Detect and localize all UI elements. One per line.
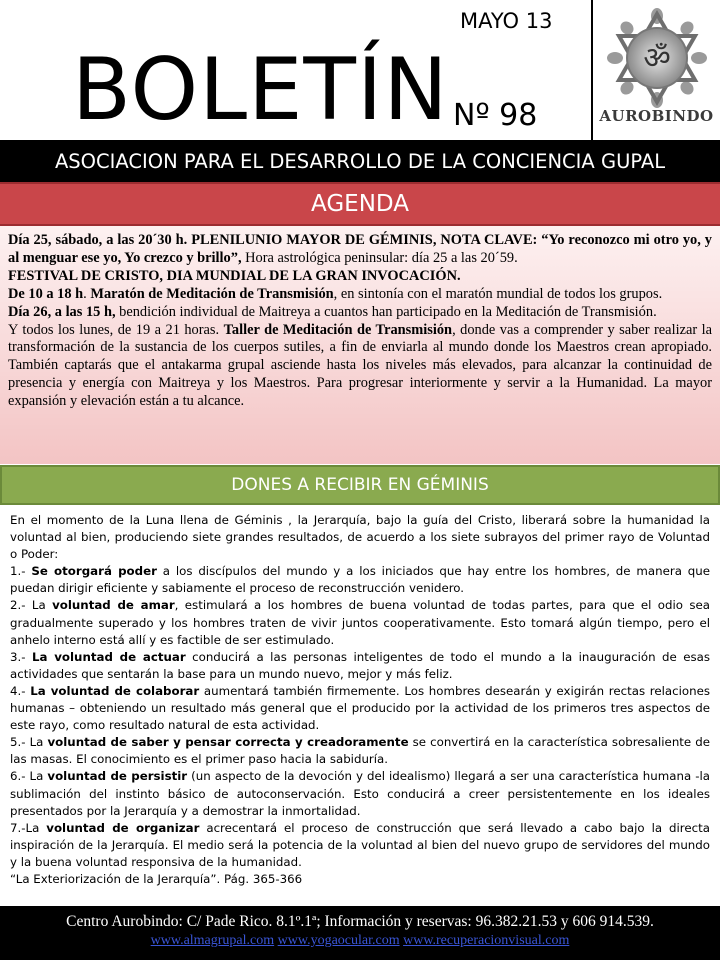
footer — [0, 906, 720, 960]
star-of-david-icon — [595, 6, 720, 110]
agenda-separator: . — [83, 285, 91, 302]
agenda-workshop-title: Taller de Meditación de Transmisión — [223, 321, 453, 338]
item-number: 3.- — [10, 649, 32, 664]
item-title: voluntad de persistir — [47, 769, 188, 784]
list-item — [10, 683, 710, 734]
agenda-workshop-text: , donde vas a comprender y saber realizar la transformación de la sustancia de los cuerpos sutiles, a fin de enviarla al mundo donde los Maestros crean apropiado. También captarás que el antakarma grupal asciende hasta los niveles más elevados, para alcanzar la continuidad de presencia y energía con Maitreya y los Maestros. Para progresar interiormente y servir a la Humanidad. La mayor expansión y elevación están a tu alcance. — [8, 321, 712, 410]
list-item — [10, 597, 710, 648]
item-title: La voluntad de actuar — [31, 649, 186, 664]
agenda-astro-time: Hora astrológica peninsular: día 25 a las 20´59. — [241, 249, 518, 266]
dones-body — [0, 512, 720, 906]
item-number: 6.- La — [10, 769, 48, 784]
agenda-blessing-text: bendición individual de Maitreya a cuantos han participado en la Meditación de Transmisión. — [115, 303, 657, 320]
agenda-full-moon: Día 25, sábado, a las 20´30 h. PLENILUNIO MAYOR DE GÉMINIS, NOTA CLAVE: “Yo reconozco mi otro yo, y al menguar ese yo, Yo crezco y brillo”, — [8, 232, 712, 266]
item-number: 1.- — [10, 564, 32, 579]
item-text: a los discípulos del mundo y a los iniciados que hay entre los hombres, de manera que puedan dirigir eficiente y sabiamente el proceso de reconstrucción venidero. — [10, 564, 710, 596]
header — [0, 0, 720, 140]
item-text: se convertirá en la característica sobresaliente de las masas. El conocimiento es el primer paso hacia la sabiduría. — [10, 735, 710, 767]
item-title: voluntad de saber y pensar correcta y creadoramente — [47, 735, 409, 750]
item-title: voluntad de amar — [52, 598, 175, 613]
bulletin-title: BOLETÍN — [72, 40, 449, 140]
list-item — [10, 820, 710, 871]
item-text: acrecentará el proceso de construcción que será llevado a cabo bajo la directa inspiración de la Jerarquía. El medio será la potencia de la voluntad al bien del nuevo grupo de servidores del mundo y la buena voluntad responsiva de la humanidad. — [10, 820, 710, 869]
agenda-marathon-time: De 10 a 18 h — [8, 285, 84, 302]
logo-text: AUROBINDO — [599, 107, 714, 125]
dones-intro: En el momento de la Luna llena de Géminis , la Jerarquía, bajo la guía del Cristo, liberará sobre la humanidad la voluntad al bien, produciendo siete grandes resultados, de acuerdo a los siete subrayos del primer rayo de Voluntad o Poder: — [10, 513, 710, 562]
agenda-heading: AGENDA — [0, 182, 720, 226]
agenda-marathon-text: , en sintonía con el maratón mundial de todos los grupos. — [333, 285, 663, 302]
agenda-item — [8, 268, 712, 286]
agenda-workshop-time: Y todos los lunes, de 19 a 21 horas. — [8, 321, 224, 338]
agenda-blessing-time: Día 26, a las 15 h, — [8, 303, 116, 320]
list-item — [10, 734, 710, 768]
agenda-body — [0, 226, 720, 464]
list-item — [10, 768, 710, 819]
item-title: voluntad de organizar — [46, 820, 200, 835]
list-item — [10, 563, 710, 597]
footer-links — [0, 932, 720, 950]
list-item — [10, 649, 710, 683]
link-recuperacionvisual[interactable]: www.recuperacionvisual.com — [403, 933, 570, 948]
item-number: 2.- La — [10, 598, 53, 613]
item-text: conducirá a las personas inteligentes de todo el mundo a la inauguración de esas actividades que sentarán la base para un mundo nuevo, mejor y más feliz. — [10, 649, 710, 681]
om-symbol: ॐ — [643, 41, 671, 76]
agenda-festival: FESTIVAL DE CRISTO, DIA MUNDIAL DE LA GRAN INVOCACIÓN. — [8, 267, 461, 284]
item-number: 5.- La — [10, 735, 48, 750]
aurobindo-logo — [591, 0, 720, 140]
item-text: , estimulará a los hombres de buena voluntad de todas partes, para que el odio sea gradualmente superado y los hombres traten de vivir juntos cooperativamente. Esto tomará algún tiempo, pero el anhelo interno está allí y es factible de ser estimulado. — [10, 598, 710, 647]
footer-contact: Centro Aurobindo: C/ Pade Rico. 8.1º.1ª; Información y reservas: 96.382.21.53 y 606 914.539. — [66, 913, 654, 930]
agenda-item — [8, 232, 712, 268]
citation: “La Exteriorización de la Jerarquía”. Pág. 365-366 — [10, 871, 303, 886]
bulletin-number: Nº 98 — [453, 98, 538, 133]
agenda-item — [8, 322, 712, 412]
item-text: aumentará también firmemente. Los hombres desearán y exigirán rectas relaciones humanas – obteniendo un resultado más general que el producido por la actividad de los primeros tres aspectos de este rayo, como resultado natural de esta actividad. — [10, 683, 711, 733]
bulletin-date: MAYO 13 — [460, 9, 553, 33]
item-number: 4.- — [10, 683, 31, 698]
link-yogaocular[interactable]: www.yogaocular.com — [277, 933, 400, 948]
item-title: Se otorgará poder — [31, 564, 157, 579]
association-banner: ASOCIACION PARA EL DESARROLLO DE LA CONCIENCIA GUPAL — [0, 140, 720, 182]
item-title: La voluntad de colaborar — [30, 683, 200, 698]
item-number: 7.-La — [10, 820, 47, 835]
agenda-marathon-title: Maratón de Meditación de Transmisión — [90, 285, 334, 302]
agenda-item — [8, 286, 712, 304]
agenda-item — [8, 304, 712, 322]
item-text: (un aspecto de la devoción y del idealismo) llegará a ser una característica humana -la sublimación del instinto básico de autoconservación. Esto conducirá a creer persistentemente en los ideales presentados por la Jerarquía y a demostrar la inmortalidad. — [10, 769, 710, 818]
link-almagrupal[interactable]: www.almagrupal.com — [150, 933, 275, 948]
dones-heading: DONES A RECIBIR EN GÉMINIS — [0, 465, 720, 505]
